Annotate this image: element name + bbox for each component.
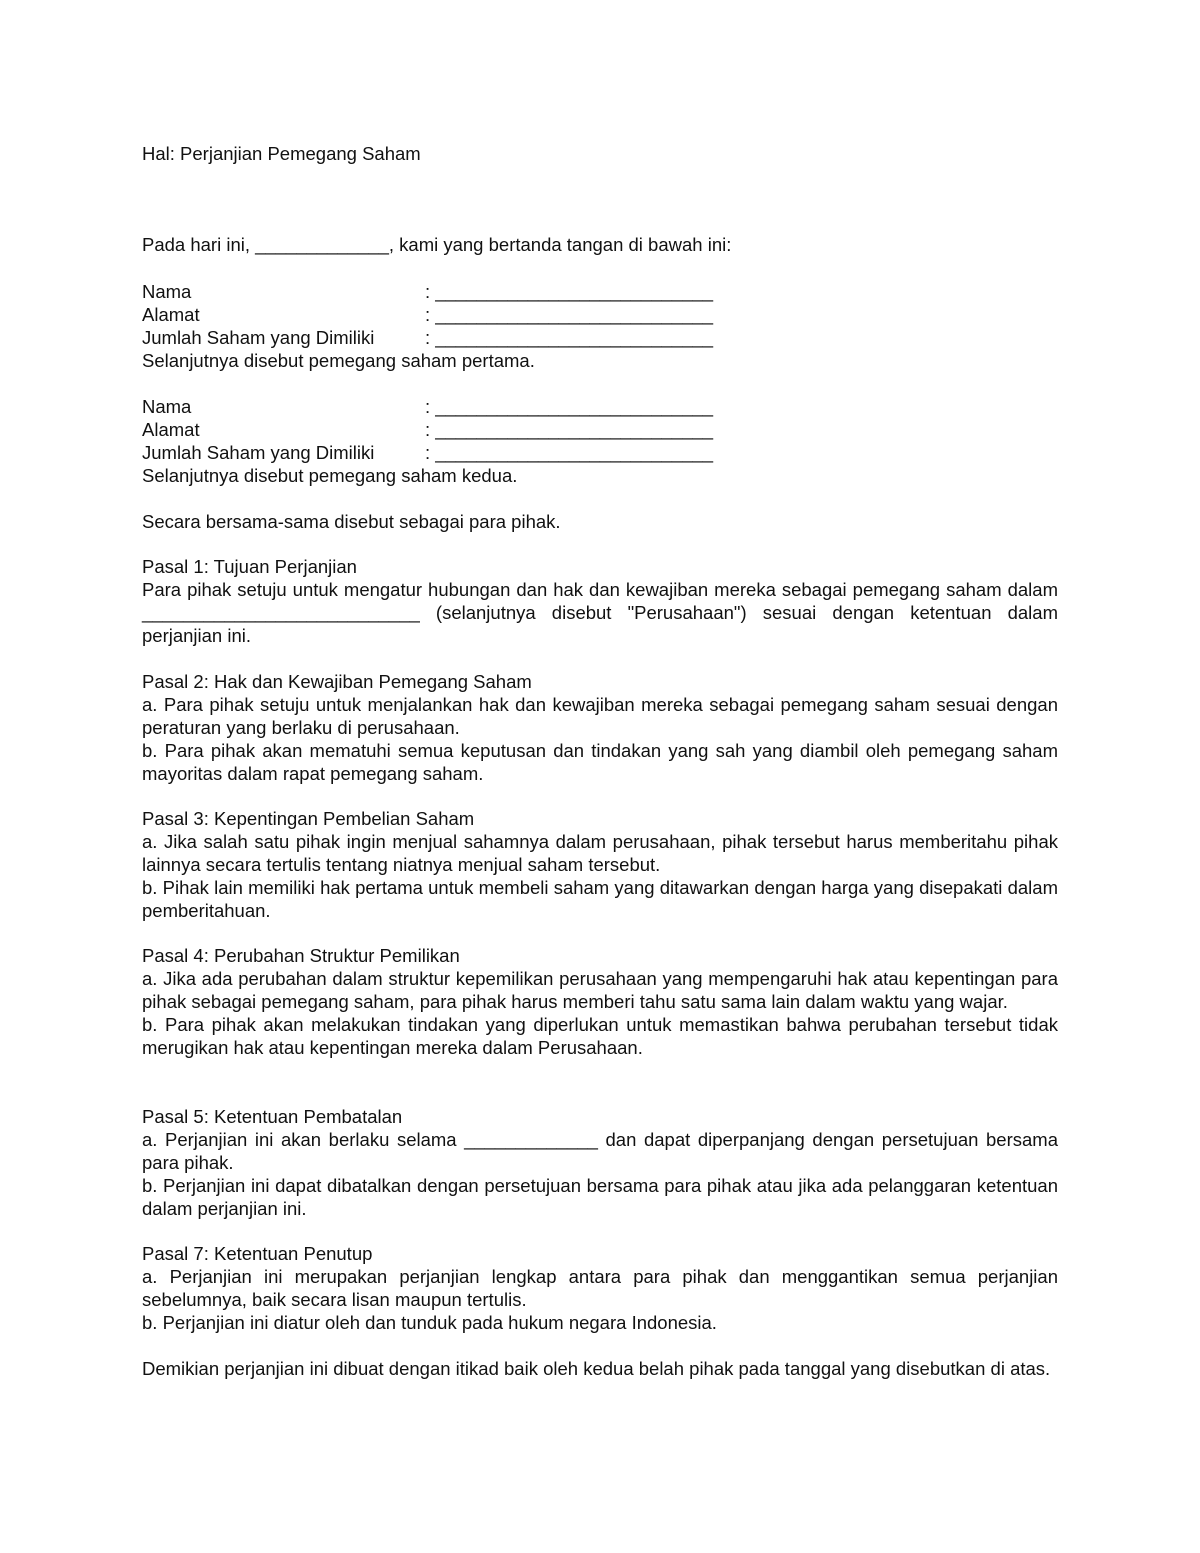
party-two-block [142,395,1058,487]
party-two-shares-row [142,441,1058,464]
field-label: Alamat [142,419,200,440]
article-7 [142,1242,1058,1334]
field-blank: : ___________________________ [425,304,714,325]
closing-statement: Demikian perjanjian ini dibuat dengan itikad baik oleh kedua belah pihak pada tanggal yang disebutkan di atas. [142,1358,1051,1379]
party-two-address-row [142,418,1058,441]
article-paragraph: b. Perjanjian ini dapat dibatalkan dengan persetujuan bersama para pihak atau jika ada pelanggaran ketentuan dalam perjanjian ini. [142,1175,1058,1219]
article-3 [142,807,1058,922]
article-paragraph: a. Para pihak setuju untuk menjalankan hak dan kewajiban mereka sebagai pemegang saham sesuai dengan peraturan yang berlaku di perusahaan. [142,694,1058,738]
article-paragraph: b. Pihak lain memiliki hak pertama untuk membeli saham yang ditawarkan dengan harga yang disepakati dalam pemberitahuan. [142,877,1058,921]
party-two-note: Selanjutnya disebut pemegang saham kedua. [142,465,518,486]
article-paragraph: a. Jika salah satu pihak ingin menjual sahamnya dalam perusahaan, pihak tersebut harus memberitahu pihak lainnya secara tertulis tentang niatnya menjual saham tersebut. [142,831,1058,875]
article-paragraph: a. Perjanjian ini akan berlaku selama _____________ dan dapat diperpanjang dengan persetujuan bersama para pihak. [142,1129,1058,1173]
article-heading: Pasal 4: Perubahan Struktur Pemilikan [142,945,460,966]
article-1 [142,555,1058,647]
article-heading: Pasal 5: Ketentuan Pembatalan [142,1106,403,1127]
article-heading: Pasal 1: Tujuan Perjanjian [142,556,357,577]
party-one-name-row [142,280,1058,303]
article-paragraph: b. Para pihak akan melakukan tindakan yang diperlukan untuk memastikan bahwa perubahan tersebut tidak merugikan hak atau kepentingan mereka dalam Perusahaan. [142,1014,1058,1058]
party-one-address-row [142,303,1058,326]
article-paragraph: b. Perjanjian ini diatur oleh dan tunduk pada hukum negara Indonesia. [142,1312,717,1333]
article-heading: Pasal 7: Ketentuan Penutup [142,1243,373,1264]
document-subject: Hal: Perjanjian Pemegang Saham [142,143,421,164]
field-label: Alamat [142,304,200,325]
party-one-block [142,280,1058,372]
field-label: Nama [142,396,192,417]
intro-line: Pada hari ini, _____________, kami yang bertanda tangan di bawah ini: [142,234,732,255]
field-blank: : ___________________________ [425,396,714,417]
parties-jointly-line: Secara bersama-sama disebut sebagai para pihak. [142,511,561,532]
field-blank: : ___________________________ [425,419,714,440]
article-heading: Pasal 3: Kepentingan Pembelian Saham [142,808,475,829]
field-blank: : ___________________________ [425,281,714,302]
field-label: Nama [142,281,192,302]
article-paragraph: a. Perjanjian ini merupakan perjanjian lengkap antara para pihak dan menggantikan semua perjanjian sebelumnya, baik secara lisan maupun tertulis. [142,1266,1058,1310]
article-paragraph: Para pihak setuju untuk mengatur hubungan dan hak dan kewajiban mereka sebagai pemegang saham dalam ___________________________ (selanjutnya disebut "Perusahaan") sesuai dengan ketentuan dalam perjanjian ini. [142,579,1058,646]
article-paragraph: b. Para pihak akan mematuhi semua keputusan dan tindakan yang sah yang diambil oleh pemegang saham mayoritas dalam rapat pemegang saham. [142,740,1058,784]
field-blank: : ___________________________ [425,442,714,463]
party-two-name-row [142,395,1058,418]
article-4 [142,944,1058,1059]
article-paragraph: a. Jika ada perubahan dalam struktur kepemilikan perusahaan yang mempengaruhi hak atau kepentingan para pihak sebagai pemegang saham, para pihak harus memberi tahu satu sama lain dalam waktu yang wajar. [142,968,1058,1012]
article-5 [142,1105,1058,1220]
field-label: Jumlah Saham yang Dimiliki [142,442,375,463]
party-one-shares-row [142,326,1058,349]
field-blank: : ___________________________ [425,327,714,348]
article-heading: Pasal 2: Hak dan Kewajiban Pemegang Saham [142,671,532,692]
party-one-note: Selanjutnya disebut pemegang saham pertama. [142,350,535,371]
article-2 [142,670,1058,785]
field-label: Jumlah Saham yang Dimiliki [142,327,375,348]
